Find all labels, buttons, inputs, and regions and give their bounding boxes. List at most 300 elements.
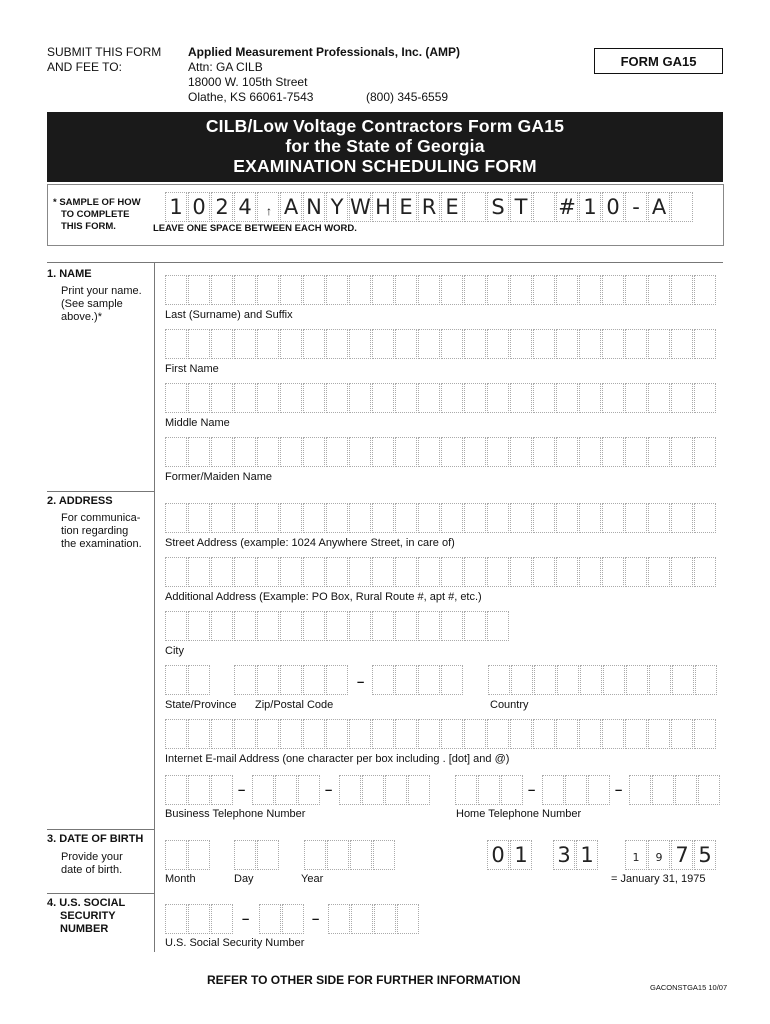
- character-box[interactable]: [280, 503, 302, 533]
- character-box[interactable]: [280, 329, 302, 359]
- home-phone-line-boxes[interactable]: [629, 775, 721, 805]
- example-character-box: A: [280, 192, 302, 222]
- character-box[interactable]: [533, 503, 555, 533]
- former-name-label: Former/Maiden Name: [165, 471, 272, 483]
- character-box[interactable]: [441, 383, 463, 413]
- character-box[interactable]: [395, 665, 417, 695]
- character-box[interactable]: [588, 775, 610, 805]
- character-box[interactable]: [234, 840, 256, 870]
- character-box[interactable]: [280, 383, 302, 413]
- character-box[interactable]: [579, 329, 601, 359]
- character-box[interactable]: [441, 329, 463, 359]
- character-box[interactable]: [418, 437, 440, 467]
- character-box[interactable]: [441, 665, 463, 695]
- character-box[interactable]: [671, 329, 693, 359]
- example-character-box: 0: [602, 192, 624, 222]
- ssn-serial-boxes[interactable]: [328, 904, 420, 934]
- year-label: Year: [301, 873, 324, 885]
- character-box[interactable]: [579, 557, 601, 587]
- character-box[interactable]: [602, 275, 624, 305]
- character-box[interactable]: [487, 611, 509, 641]
- sample-character-row: [165, 192, 694, 222]
- character-box[interactable]: [694, 383, 716, 413]
- character-box[interactable]: [257, 383, 279, 413]
- first-name-boxes[interactable]: [165, 329, 717, 359]
- character-box[interactable]: [625, 437, 647, 467]
- character-box[interactable]: [395, 437, 417, 467]
- business-phone-line-boxes[interactable]: [339, 775, 431, 805]
- character-box[interactable]: [602, 719, 624, 749]
- character-box[interactable]: [372, 503, 394, 533]
- character-box[interactable]: [303, 503, 325, 533]
- character-box[interactable]: [372, 275, 394, 305]
- character-box[interactable]: [165, 383, 187, 413]
- character-box[interactable]: [257, 557, 279, 587]
- zip-boxes[interactable]: [234, 665, 349, 695]
- character-box[interactable]: [280, 611, 302, 641]
- character-box[interactable]: [188, 437, 210, 467]
- character-box[interactable]: [234, 611, 256, 641]
- character-box[interactable]: [188, 557, 210, 587]
- character-box[interactable]: [487, 383, 509, 413]
- character-box[interactable]: [188, 719, 210, 749]
- character-box[interactable]: [418, 611, 440, 641]
- character-box[interactable]: [695, 665, 717, 695]
- character-box[interactable]: [441, 503, 463, 533]
- character-box[interactable]: [211, 611, 233, 641]
- character-box[interactable]: [188, 665, 210, 695]
- form-id-box: FORM GA15: [594, 48, 723, 74]
- character-box[interactable]: [349, 383, 371, 413]
- character-box[interactable]: [257, 840, 279, 870]
- character-box[interactable]: [165, 503, 187, 533]
- character-box[interactable]: [211, 383, 233, 413]
- character-box[interactable]: [648, 383, 670, 413]
- character-box[interactable]: [671, 719, 693, 749]
- character-box[interactable]: [165, 557, 187, 587]
- character-box[interactable]: [280, 437, 302, 467]
- character-box[interactable]: [533, 437, 555, 467]
- character-box[interactable]: [395, 719, 417, 749]
- character-box[interactable]: [234, 437, 256, 467]
- character-box[interactable]: [211, 503, 233, 533]
- character-box[interactable]: [464, 611, 486, 641]
- character-box[interactable]: [234, 665, 256, 695]
- state-boxes[interactable]: [165, 665, 211, 695]
- character-box[interactable]: [441, 719, 463, 749]
- character-box[interactable]: [487, 557, 509, 587]
- character-box[interactable]: [188, 275, 210, 305]
- character-box[interactable]: [533, 383, 555, 413]
- character-box[interactable]: [602, 557, 624, 587]
- character-box[interactable]: [556, 557, 578, 587]
- ssn-dash: –: [242, 911, 250, 926]
- character-box[interactable]: [441, 611, 463, 641]
- character-box[interactable]: [580, 665, 602, 695]
- character-box[interactable]: [648, 437, 670, 467]
- character-box[interactable]: [625, 557, 647, 587]
- character-box[interactable]: [395, 611, 417, 641]
- character-box[interactable]: [395, 383, 417, 413]
- character-box[interactable]: [511, 665, 533, 695]
- character-box[interactable]: [510, 557, 532, 587]
- character-box[interactable]: [579, 383, 601, 413]
- character-box[interactable]: [694, 437, 716, 467]
- business-phone-area-boxes[interactable]: [165, 775, 234, 805]
- example-character-box: E: [441, 192, 463, 222]
- character-box[interactable]: [533, 329, 555, 359]
- character-box[interactable]: [188, 775, 210, 805]
- character-box[interactable]: [565, 775, 587, 805]
- section-divider: [47, 491, 155, 492]
- character-box[interactable]: [362, 775, 384, 805]
- example-character-box: [464, 192, 486, 222]
- character-box[interactable]: [694, 329, 716, 359]
- character-box[interactable]: [395, 557, 417, 587]
- character-box[interactable]: [211, 329, 233, 359]
- character-box[interactable]: [349, 437, 371, 467]
- character-box[interactable]: [487, 275, 509, 305]
- character-box[interactable]: [188, 840, 210, 870]
- character-box[interactable]: [455, 775, 477, 805]
- character-box[interactable]: [464, 719, 486, 749]
- character-box[interactable]: [671, 275, 693, 305]
- last-name-boxes[interactable]: [165, 275, 717, 305]
- character-box[interactable]: [395, 275, 417, 305]
- character-box[interactable]: [257, 719, 279, 749]
- email-label: Internet E-mail Address (one character per box including . [dot] and @): [165, 753, 510, 765]
- character-box[interactable]: [280, 719, 302, 749]
- character-box[interactable]: [648, 503, 670, 533]
- character-box[interactable]: [694, 557, 716, 587]
- character-box[interactable]: [257, 611, 279, 641]
- character-box[interactable]: [349, 275, 371, 305]
- character-box[interactable]: [626, 665, 648, 695]
- character-box[interactable]: [188, 383, 210, 413]
- example-day-boxes: [553, 840, 599, 870]
- phone-dash: –: [325, 782, 333, 797]
- character-box[interactable]: [298, 775, 320, 805]
- character-box[interactable]: [165, 329, 187, 359]
- character-box[interactable]: [257, 329, 279, 359]
- character-box[interactable]: [275, 775, 297, 805]
- character-box[interactable]: [349, 503, 371, 533]
- character-box[interactable]: [488, 665, 510, 695]
- city-label: City: [165, 645, 184, 657]
- character-box[interactable]: [372, 611, 394, 641]
- character-box[interactable]: [649, 665, 671, 695]
- character-box[interactable]: [326, 503, 348, 533]
- character-box[interactable]: [188, 904, 210, 934]
- character-box[interactable]: [303, 437, 325, 467]
- character-box[interactable]: [579, 437, 601, 467]
- character-box[interactable]: [441, 557, 463, 587]
- character-box[interactable]: [303, 665, 325, 695]
- submit-instructions: SUBMIT THIS FORM AND FEE TO:: [47, 45, 162, 74]
- character-box[interactable]: [234, 383, 256, 413]
- dob-month-boxes[interactable]: [165, 840, 211, 870]
- character-box[interactable]: [304, 840, 326, 870]
- character-box[interactable]: [441, 275, 463, 305]
- character-box[interactable]: [395, 329, 417, 359]
- character-box[interactable]: [303, 383, 325, 413]
- character-box[interactable]: [534, 665, 556, 695]
- character-box[interactable]: [671, 437, 693, 467]
- example-character-box: [533, 192, 555, 222]
- character-box[interactable]: [211, 437, 233, 467]
- character-box[interactable]: [478, 775, 500, 805]
- character-box[interactable]: [648, 557, 670, 587]
- section-title-address: 2. ADDRESS: [47, 495, 113, 507]
- character-box[interactable]: [165, 437, 187, 467]
- example-character-box: 1: [576, 840, 598, 870]
- character-box[interactable]: [372, 719, 394, 749]
- zip-dash: –: [357, 674, 365, 689]
- character-box[interactable]: [252, 775, 274, 805]
- character-box[interactable]: [372, 383, 394, 413]
- character-box[interactable]: [282, 904, 304, 934]
- character-box[interactable]: [648, 275, 670, 305]
- character-box[interactable]: [349, 329, 371, 359]
- character-box[interactable]: [188, 329, 210, 359]
- section-divider: [47, 829, 155, 830]
- character-box[interactable]: [671, 503, 693, 533]
- character-box[interactable]: [326, 383, 348, 413]
- ssn-area-boxes[interactable]: [165, 904, 234, 934]
- character-box[interactable]: [556, 275, 578, 305]
- character-box[interactable]: [464, 503, 486, 533]
- character-box[interactable]: [373, 840, 395, 870]
- home-phone-area-boxes[interactable]: [455, 775, 524, 805]
- character-box[interactable]: [533, 557, 555, 587]
- character-box[interactable]: [234, 557, 256, 587]
- former-name-boxes[interactable]: [165, 437, 717, 467]
- character-box[interactable]: [326, 665, 348, 695]
- character-box[interactable]: [418, 329, 440, 359]
- character-box[interactable]: [556, 503, 578, 533]
- character-box[interactable]: [602, 383, 624, 413]
- phone-dash: –: [528, 782, 536, 797]
- character-box[interactable]: [234, 503, 256, 533]
- character-box[interactable]: [234, 275, 256, 305]
- character-box[interactable]: [350, 840, 372, 870]
- state-label: State/Province: [165, 699, 237, 711]
- character-box[interactable]: [165, 611, 187, 641]
- character-box[interactable]: [257, 665, 279, 695]
- character-box[interactable]: [211, 557, 233, 587]
- character-box[interactable]: [487, 329, 509, 359]
- character-box[interactable]: [165, 665, 187, 695]
- character-box[interactable]: [349, 611, 371, 641]
- character-box[interactable]: [326, 437, 348, 467]
- character-box[interactable]: [510, 719, 532, 749]
- character-box[interactable]: [165, 840, 187, 870]
- example-year-boxes: [625, 840, 717, 870]
- character-box[interactable]: [556, 437, 578, 467]
- character-box[interactable]: [579, 719, 601, 749]
- character-box[interactable]: [441, 437, 463, 467]
- character-box[interactable]: [349, 719, 371, 749]
- character-box[interactable]: [303, 275, 325, 305]
- character-box[interactable]: [418, 557, 440, 587]
- form-title-banner: CILB/Low Voltage Contractors Form GA15 for the State of Georgia EXAMINATION SCHEDULING FORM: [47, 112, 723, 182]
- character-box[interactable]: [672, 665, 694, 695]
- character-box[interactable]: [533, 275, 555, 305]
- character-box[interactable]: [556, 383, 578, 413]
- character-box[interactable]: [694, 719, 716, 749]
- street-address-boxes[interactable]: [165, 503, 717, 533]
- character-box[interactable]: [165, 775, 187, 805]
- character-box[interactable]: [464, 383, 486, 413]
- zip-extension-boxes[interactable]: [372, 665, 464, 695]
- character-box[interactable]: [303, 329, 325, 359]
- ssn-label: U.S. Social Security Number: [165, 937, 305, 949]
- example-character-box: T: [510, 192, 532, 222]
- character-box[interactable]: [165, 904, 187, 934]
- dob-day-boxes[interactable]: [234, 840, 280, 870]
- character-box[interactable]: [326, 719, 348, 749]
- character-box[interactable]: [675, 775, 697, 805]
- city-boxes[interactable]: [165, 611, 510, 641]
- character-box[interactable]: [625, 329, 647, 359]
- character-box[interactable]: [533, 719, 555, 749]
- additional-address-boxes[interactable]: [165, 557, 717, 587]
- email-boxes[interactable]: [165, 719, 717, 749]
- example-character-box: 1: [625, 840, 647, 870]
- country-boxes[interactable]: [488, 665, 718, 695]
- character-box[interactable]: [211, 275, 233, 305]
- character-box[interactable]: [385, 775, 407, 805]
- character-box[interactable]: [339, 775, 361, 805]
- ssn-group-boxes[interactable]: [259, 904, 305, 934]
- character-box[interactable]: [395, 503, 417, 533]
- character-box[interactable]: [372, 329, 394, 359]
- character-box[interactable]: [698, 775, 720, 805]
- sample-note: LEAVE ONE SPACE BETWEEN EACH WORD.: [153, 223, 357, 234]
- character-box[interactable]: [464, 557, 486, 587]
- character-box[interactable]: [211, 904, 233, 934]
- character-box[interactable]: [487, 719, 509, 749]
- character-box[interactable]: [280, 665, 302, 695]
- character-box[interactable]: [372, 437, 394, 467]
- example-character-box: Y: [326, 192, 348, 222]
- character-box[interactable]: [510, 383, 532, 413]
- character-box[interactable]: [418, 503, 440, 533]
- character-box[interactable]: [671, 557, 693, 587]
- example-character-box: 4: [234, 192, 256, 222]
- business-phone-prefix-boxes[interactable]: [252, 775, 321, 805]
- character-box[interactable]: [557, 665, 579, 695]
- example-character-box: 2: [211, 192, 233, 222]
- character-box[interactable]: [326, 275, 348, 305]
- character-box[interactable]: [349, 557, 371, 587]
- character-box[interactable]: [648, 329, 670, 359]
- character-box[interactable]: [510, 437, 532, 467]
- home-phone-prefix-boxes[interactable]: [542, 775, 611, 805]
- character-box[interactable]: [418, 719, 440, 749]
- example-character-box: 1: [510, 840, 532, 870]
- character-box[interactable]: [487, 503, 509, 533]
- character-box[interactable]: [652, 775, 674, 805]
- character-box[interactable]: [234, 719, 256, 749]
- character-box[interactable]: [579, 503, 601, 533]
- character-box[interactable]: [579, 275, 601, 305]
- character-box[interactable]: [257, 275, 279, 305]
- character-box[interactable]: [510, 275, 532, 305]
- character-box[interactable]: [257, 503, 279, 533]
- middle-name-boxes[interactable]: [165, 383, 717, 413]
- character-box[interactable]: [556, 719, 578, 749]
- character-box[interactable]: [165, 719, 187, 749]
- dob-year-boxes[interactable]: [304, 840, 396, 870]
- character-box[interactable]: [510, 329, 532, 359]
- character-box[interactable]: [602, 437, 624, 467]
- character-box[interactable]: [694, 275, 716, 305]
- character-box[interactable]: [625, 503, 647, 533]
- example-character-box: 0: [188, 192, 210, 222]
- character-box[interactable]: [464, 275, 486, 305]
- character-box[interactable]: [408, 775, 430, 805]
- character-box[interactable]: [211, 775, 233, 805]
- character-box[interactable]: [257, 437, 279, 467]
- character-box[interactable]: [303, 611, 325, 641]
- sample-label: * SAMPLE OF HOW TO COMPLETE THIS FORM.: [53, 197, 141, 232]
- character-box[interactable]: [303, 557, 325, 587]
- character-box[interactable]: [418, 275, 440, 305]
- character-box[interactable]: [694, 503, 716, 533]
- character-box[interactable]: [188, 503, 210, 533]
- character-box[interactable]: [188, 611, 210, 641]
- character-box[interactable]: [397, 904, 419, 934]
- character-box[interactable]: [165, 275, 187, 305]
- character-box[interactable]: [280, 275, 302, 305]
- example-character-box: R: [418, 192, 440, 222]
- character-box[interactable]: [464, 329, 486, 359]
- character-box[interactable]: [510, 503, 532, 533]
- character-box[interactable]: [259, 904, 281, 934]
- character-box[interactable]: [487, 437, 509, 467]
- character-box[interactable]: [326, 611, 348, 641]
- character-box[interactable]: [629, 775, 651, 805]
- character-box[interactable]: [351, 904, 373, 934]
- character-box[interactable]: [280, 557, 302, 587]
- character-box[interactable]: [374, 904, 396, 934]
- character-box[interactable]: [556, 329, 578, 359]
- character-box[interactable]: [418, 665, 440, 695]
- character-box[interactable]: [326, 329, 348, 359]
- character-box[interactable]: [542, 775, 564, 805]
- character-box[interactable]: [303, 719, 325, 749]
- character-box[interactable]: [328, 904, 350, 934]
- character-box[interactable]: [418, 383, 440, 413]
- character-box[interactable]: [501, 775, 523, 805]
- character-box[interactable]: [602, 329, 624, 359]
- character-box[interactable]: [625, 383, 647, 413]
- character-box[interactable]: [603, 665, 625, 695]
- character-box[interactable]: [234, 329, 256, 359]
- character-box[interactable]: [372, 665, 394, 695]
- character-box[interactable]: [648, 719, 670, 749]
- character-box[interactable]: [327, 840, 349, 870]
- character-box[interactable]: [602, 503, 624, 533]
- character-box[interactable]: [372, 557, 394, 587]
- character-box[interactable]: [211, 719, 233, 749]
- character-box[interactable]: [625, 275, 647, 305]
- character-box[interactable]: [464, 437, 486, 467]
- character-box[interactable]: [671, 383, 693, 413]
- character-box[interactable]: [625, 719, 647, 749]
- character-box[interactable]: [326, 557, 348, 587]
